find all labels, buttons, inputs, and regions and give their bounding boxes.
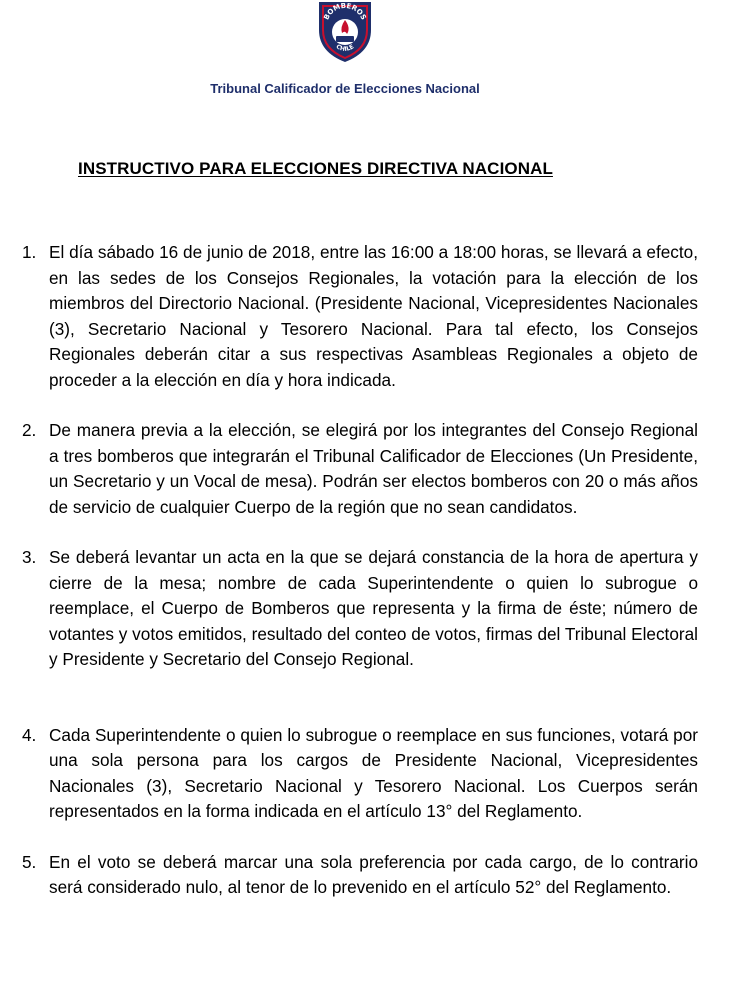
organization-name: Tribunal Calificador de Elecciones Nacional	[210, 81, 480, 96]
shield-badge-icon	[315, 0, 375, 64]
list-item	[22, 545, 698, 673]
item-number: 2.	[22, 420, 37, 440]
item-text: Se deberá levantar un acta en la que se dejará constancia de la hora de apertura y cierre de la mesa; nombre de cada Superintendente o quien lo subrogue o reemplace, el Cuerpo de Bomberos que representa y la firma de éste; número de votantes y votos emitidos, resultado del conteo de votos, firmas del Tribunal Electoral y Presidente y Secretario del Consejo Regional.	[49, 547, 698, 669]
list-item	[22, 723, 698, 825]
item-number: 4.	[22, 724, 37, 745]
instruction-list	[22, 240, 698, 901]
item-text: Cada Superintendente o quien lo subrogue o reemplace en sus funciones, votará por una sola persona para los cargos de Presidente Nacional, Vicepresidentes Nacionales (3), Secretario Nacional y Tesorero Nacional. Los Cuerpos serán representados en la forma indicada en el artículo 13° del Reglamento.	[49, 724, 698, 821]
list-item	[22, 240, 698, 393]
bomberos-chile-logo	[315, 0, 375, 64]
logo-top-text: BOMBEROS	[322, 1, 368, 22]
item-text: En el voto se deberá marcar una sola preferencia por cada cargo, de lo contrario será considerado nulo, al tenor de lo prevenido en el artículo 52° del Reglamento.	[49, 851, 698, 897]
item-number: 5.	[22, 851, 37, 872]
item-text: El día sábado 16 de junio de 2018, entre las 16:00 a 18:00 horas, se llevará a efecto, en las sedes de los Consejos Regionales, la votación para la elección de los miembros del Directorio Nacional. (Presidente Nacional, Vicepresidentes Nacionales (3), Secretario Nacional y Tesorero Nacional. Para tal efecto, los Consejos Regionales deberán citar a sus respectivas Asambleas Regionales a objeto de proceder a la elección en día y hora indicada.	[49, 242, 698, 390]
list-item	[22, 418, 698, 520]
list-item	[22, 850, 698, 901]
item-number: 1.	[22, 242, 37, 262]
item-number: 3.	[22, 547, 37, 567]
document-title: INSTRUCTIVO PARA ELECCIONES DIRECTIVA NACIONAL	[78, 159, 553, 178]
logo-bottom-text: CHILE	[334, 43, 356, 53]
item-text: De manera previa a la elección, se elegirá por los integrantes del Consejo Regional a tres bomberos que integrarán el Tribunal Calificador de Elecciones (Un Presidente, un Secretario y un Vocal de mesa). Podrán ser electos bomberos con 20 o más años de servicio de cualquier Cuerpo de la región que no sean candidatos.	[49, 420, 698, 517]
